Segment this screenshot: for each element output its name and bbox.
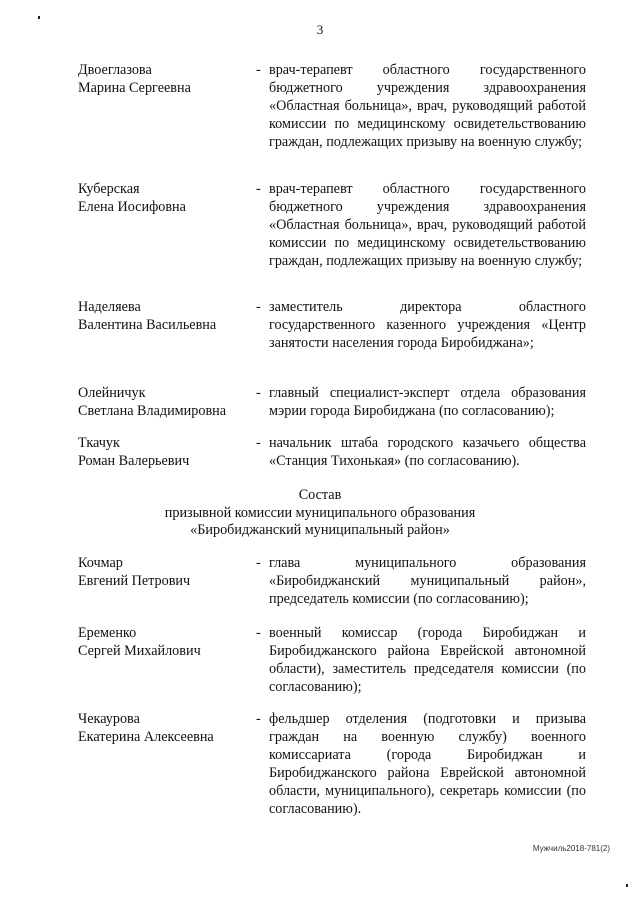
list-dash: - — [256, 435, 261, 451]
member-surname: Чекаурова — [78, 711, 140, 727]
member-surname: Ткачук — [78, 435, 120, 451]
member-role: главный специалист-эксперт отдела образования мэрии города Биробиджана (по согласованию); — [269, 385, 586, 419]
list-dash: - — [256, 181, 261, 197]
member-given-name: Роман Валерьевич — [78, 452, 190, 469]
member-name — [78, 711, 258, 747]
section-title: Состав — [298, 487, 342, 503]
member-name — [78, 181, 258, 217]
list-dash: - — [256, 625, 261, 641]
member-name — [78, 435, 258, 471]
scan-speck — [626, 884, 628, 887]
member-given-name: Елена Иосифовна — [78, 198, 186, 215]
member-surname: Еременко — [78, 625, 137, 641]
member-given-name: Марина Сергеевна — [78, 79, 191, 96]
page-number: 3 — [316, 22, 324, 37]
member-surname: Куберская — [78, 181, 140, 197]
member-given-name: Сергей Михайлович — [78, 642, 201, 659]
member-surname: Кочмар — [78, 555, 123, 571]
member-given-name: Екатерина Алексеевна — [78, 728, 214, 745]
section-subtitle: призывной комиссии муниципального образования — [164, 504, 476, 521]
member-role: врач-терапевт областного государственного бюджетного учреждения здравоохранения «Областная больница», врач, руководящий работой комиссии по медицинскому освидетельствованию граждан, подлежащих призыву на военную службу; — [269, 62, 586, 150]
list-dash: - — [256, 385, 261, 401]
member-role: военный комиссар (города Биробиджан и Биробиджанского района Еврейской автономной области), заместитель председателя комиссии (по согласованию); — [269, 625, 586, 695]
list-dash: - — [256, 555, 261, 571]
list-dash: - — [256, 711, 261, 727]
scan-speck — [38, 16, 40, 19]
member-name — [78, 625, 258, 661]
member-name — [78, 555, 258, 591]
member-given-name: Валентина Васильевна — [78, 316, 217, 333]
member-role: фельдшер отделения (подготовки и призыва граждан на военную службу) военного комиссариата (города Биробиджан и Биробиджанского района Еврейской автономной области, муниципального), секретарь комиссии (по согласованию). — [269, 711, 586, 817]
document-code: Мужчиль2018-781(2) — [532, 844, 610, 853]
member-given-name: Светлана Владимировна — [78, 402, 227, 419]
list-dash: - — [256, 62, 261, 78]
member-role: глава муниципального образования «Биробиджанский муниципальный район», председатель комиссии (по согласованию); — [269, 555, 586, 607]
member-name — [78, 385, 258, 421]
member-name — [78, 299, 258, 335]
member-surname: Двоеглазова — [78, 62, 152, 78]
member-role: начальник штаба городского казачьего общества «Станция Тихонькая» (по согласованию). — [269, 435, 586, 469]
member-surname: Наделяева — [78, 299, 141, 315]
member-role: врач-терапевт областного государственного бюджетного учреждения здравоохранения «Областная больница», врач, руководящий работой комиссии по медицинскому освидетельствованию граждан, подлежащих призыву на военную службу; — [269, 181, 586, 269]
member-surname: Олейничук — [78, 385, 146, 401]
member-given-name: Евгений Петрович — [78, 572, 191, 589]
member-name — [78, 62, 258, 98]
list-dash: - — [256, 299, 261, 315]
member-role: заместитель директора областного государственного казенного учреждения «Центр занятости населения города Биробиджана»; — [269, 299, 586, 351]
section-subtitle-municipality: «Биробиджанский муниципальный район» — [190, 522, 450, 538]
section-heading — [0, 487, 640, 540]
